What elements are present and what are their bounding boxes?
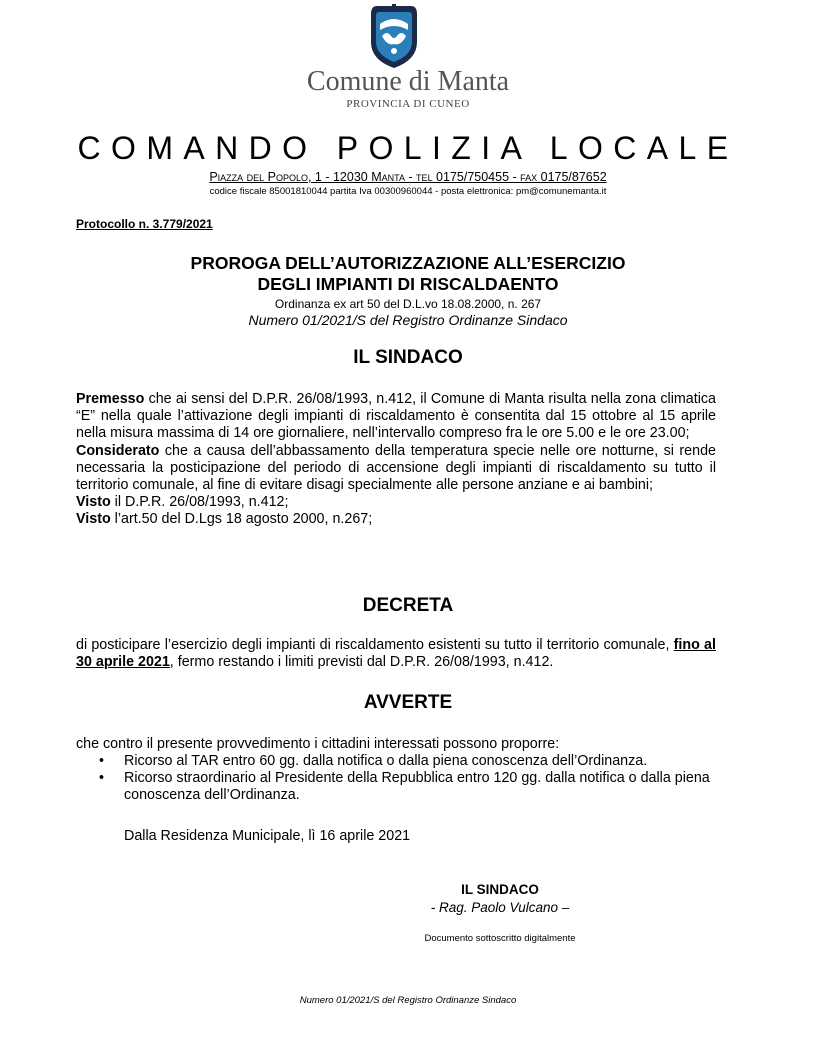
decreta-paragraph <box>76 637 716 671</box>
considerato-text: che a causa dell’abbassamento della temperatura specie nelle ore notturne, si rende necessaria la posticipazione del periodo di accensione degli impianti di riscaldamento su tutto il territorio comunale, al fine di evitare disagi specialmente alle persone anziane e ai bambini; <box>76 442 716 494</box>
bullet-icon: • <box>99 770 105 787</box>
list-item-text: Ricorso al TAR entro 60 gg. dalla notifica o dalla piena conoscenza dell’Ordinanza. <box>124 753 648 769</box>
visto-lead-2: Visto <box>76 511 111 528</box>
premesso-paragraph <box>76 391 716 443</box>
digital-signature-note: Documento sottoscritto digitalmente <box>424 933 576 944</box>
decreta-text-before: di posticipare l’esercizio degli impianti di riscaldamento esistenti su tutto il territorio comunale, <box>76 637 674 653</box>
visto-paragraph-1 <box>76 494 716 511</box>
fiscal-code-line: codice fiscale 85001810044 partita Iva 00300960044 - posta elettronica: pm@comunemanta.it <box>209 186 607 197</box>
list-item-text: Ricorso straordinario al Presidente della Repubblica entro 120 gg. dalla notifica o dalla piena conoscenza dell’Ordinanza. <box>124 770 710 804</box>
address-line: Piazza del Popolo, 1 - 12030 Manta - tel 0175/750455 - fax 0175/87652 <box>209 170 607 184</box>
premesso-text: che ai sensi del D.P.R. 26/08/1993, n.412, il Comune di Manta risulta nella zona climatica “E” nella quale l’attivazione degli impianti di riscaldamento è consentita dal 15 ottobre al 15 aprile nella misura massima di 14 ore giornaliere, nell’intervallo compreso fra le ore 5.00 e le ore 23.00; <box>76 391 716 442</box>
premises-section <box>76 391 716 529</box>
list-item <box>99 753 719 770</box>
avverte-heading: AVVERTE <box>363 692 453 713</box>
visto-paragraph-2 <box>76 511 716 528</box>
visto-lead-1: Visto <box>76 494 111 511</box>
comune-name: Comune di Manta <box>306 66 510 97</box>
considerato-paragraph <box>76 443 716 495</box>
decreta-heading: DECRETA <box>362 595 454 616</box>
il-sindaco-heading: IL SINDACO <box>353 347 463 368</box>
comando-title: COMANDO POLIZIA LOCALE <box>77 130 739 166</box>
document-title-line1: PROROGA DELL’AUTORIZZAZIONE ALL’ESERCIZIO <box>190 253 626 273</box>
document-title-line2: DEGLI IMPIANTI DI RISCALDAENTO <box>257 274 559 294</box>
decreta-text-after: , fermo restando i limiti previsti dal D.P.R. 26/08/1993, n.412. <box>169 654 554 671</box>
signature-title: IL SINDACO <box>461 882 539 897</box>
bullet-icon: • <box>99 753 105 769</box>
place-and-date: Dalla Residenza Municipale, lì 16 aprile 2021 <box>124 828 411 844</box>
provincia-name: PROVINCIA DI CUNEO <box>346 98 470 110</box>
considerato-lead: Considerato <box>76 442 160 459</box>
list-item <box>99 770 719 804</box>
decreta-deadline: fino al 30 aprile 2021 <box>76 637 716 671</box>
premesso-lead: Premesso <box>76 391 145 407</box>
signature-name: - Rag. Paolo Vulcano – <box>430 900 570 915</box>
appeal-list <box>99 753 719 805</box>
page-footer: Numero 01/2021/S del Registro Ordinanze Sindaco <box>299 995 517 1006</box>
protocol-number: Protocollo n. 3.779/2021 <box>76 217 213 231</box>
visto-text-2: l’art.50 del D.Lgs 18 agosto 2000, n.267; <box>110 511 373 528</box>
avverte-intro: che contro il presente provvedimento i cittadini interessati possono proporre: <box>76 736 560 752</box>
municipal-crest-icon <box>367 4 421 70</box>
visto-text-1: il D.P.R. 26/08/1993, n.412; <box>110 494 289 511</box>
ordinance-reference: Ordinanza ex art 50 del D.L.vo 18.08.2000, n. 267 <box>274 297 542 311</box>
registry-number: Numero 01/2021/S del Registro Ordinanze Sindaco <box>248 312 568 328</box>
